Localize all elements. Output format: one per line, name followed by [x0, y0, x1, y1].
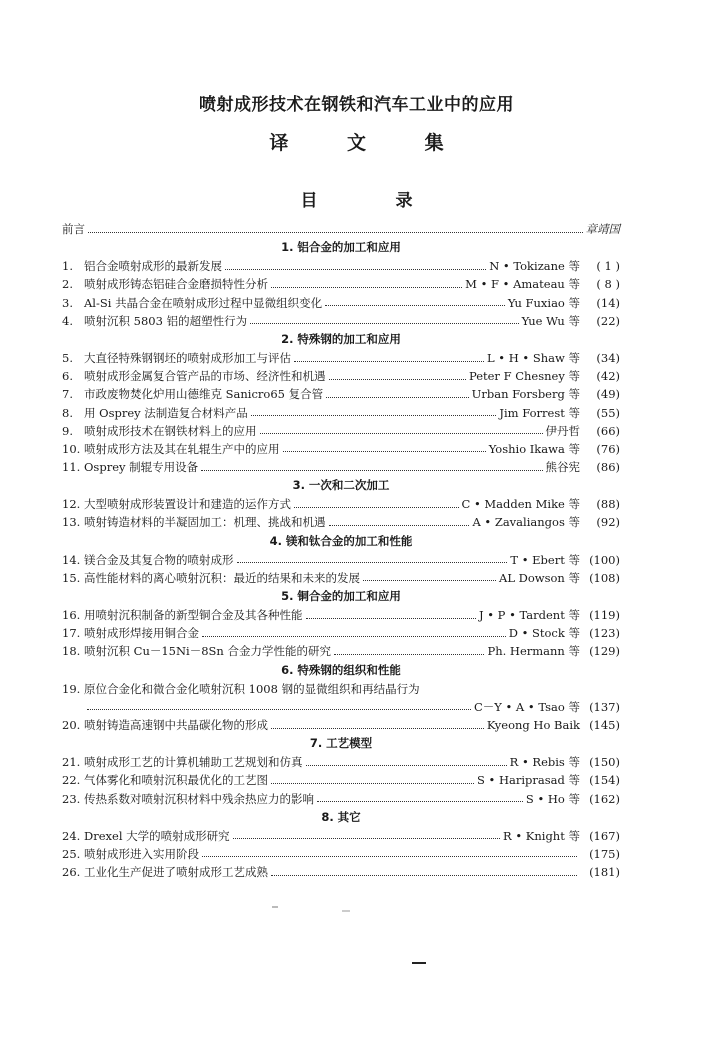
- entry-page: (100): [589, 552, 620, 567]
- preface-label: 前言: [62, 222, 85, 236]
- entry-number: 24.: [62, 828, 81, 843]
- dot-leader: [225, 269, 486, 270]
- entry-author: D • Stock 等: [508, 626, 580, 641]
- toc-entry-row: [62, 680, 620, 698]
- entry-author: J • P • Tardent 等: [478, 608, 580, 622]
- entry-page: (88): [596, 497, 620, 512]
- entry-page: (49): [596, 387, 620, 402]
- toc-entry-row: [62, 312, 620, 330]
- entry-page: (42): [596, 369, 620, 384]
- toc-heading: 目 录: [300, 191, 449, 211]
- toc-entry-row: [62, 404, 620, 422]
- section-heading: 5. 铜合金的加工和应用: [281, 589, 401, 603]
- scan-speck: [272, 906, 278, 908]
- entry-number: 2.: [62, 277, 73, 292]
- entry-author: Yu Fuxiao 等: [507, 295, 580, 310]
- entry-number: 13.: [62, 515, 81, 530]
- entry-title: 工业化生产促进了喷射成形工艺成熟: [84, 865, 268, 880]
- entry-page: (86): [596, 460, 620, 475]
- entry-title: 气体雾化和喷射沉积最优化的工艺图: [84, 773, 268, 788]
- entry-page: ( 8 ): [596, 277, 620, 292]
- entry-author: C • Madden Mike 等: [461, 497, 580, 512]
- entry-page: (92): [596, 515, 620, 530]
- entry-author: Kyeong Ho Baik: [486, 717, 580, 732]
- dot-leader: [237, 562, 508, 563]
- entry-page: (154): [589, 773, 620, 788]
- entry-number: 19.: [62, 681, 81, 696]
- dot-leader: [329, 379, 466, 380]
- entry-page: (137): [589, 699, 620, 714]
- entry-title: 原位合金化和微合金化喷射沉积 1008 钢的显微组织和再结晶行为: [84, 681, 420, 696]
- entry-author: S • Ho 等: [525, 791, 580, 806]
- entry-page: ( 1 ): [596, 259, 620, 274]
- dot-leader: [294, 361, 484, 362]
- dot-leader: [271, 875, 577, 876]
- entry-title: 铝合金喷射成形的最新发展: [84, 259, 222, 274]
- dot-leader: [317, 801, 523, 802]
- dot-leader: [363, 580, 496, 581]
- preface-author: 章靖国: [585, 222, 620, 236]
- dot-leader: [306, 618, 476, 619]
- entry-page: (55): [596, 405, 620, 420]
- entry-page: (119): [589, 608, 620, 622]
- entry-author: Jim Forrest 等: [499, 405, 580, 420]
- entry-number: 1.: [62, 259, 73, 274]
- section-heading: 3. 一次和二次加工: [292, 478, 390, 493]
- entry-page: (76): [596, 441, 620, 456]
- entry-title: 喷射成形焊接用铜合金: [84, 626, 199, 641]
- page-subtitle: 译 文 集: [269, 132, 470, 154]
- dot-leader: [271, 287, 462, 288]
- entry-number: 10.: [62, 441, 81, 456]
- page-footer-mark: [412, 962, 426, 964]
- entry-page: (175): [589, 846, 620, 861]
- dot-leader: [334, 654, 484, 655]
- toc-entry-row: [62, 827, 620, 845]
- entry-number: 20.: [62, 717, 81, 732]
- entry-number: 6.: [62, 369, 73, 384]
- dot-leader: [251, 415, 497, 416]
- dot-leader: [202, 636, 506, 637]
- entry-number: 4.: [62, 313, 73, 328]
- section-heading: 8. 其它: [321, 809, 361, 824]
- dot-leader: [325, 305, 505, 306]
- dot-leader: [283, 451, 486, 452]
- dot-leader: [202, 856, 577, 857]
- section-heading: 4. 镁和钛合金的加工和性能: [269, 533, 413, 548]
- entry-page: (162): [589, 791, 620, 806]
- toc-preface-row: [62, 220, 620, 238]
- entry-title: 喷射成形工艺的计算机辅助工艺规划和仿真: [84, 755, 303, 770]
- dot-leader: [271, 783, 474, 784]
- section-heading: 6. 特殊钢的组织和性能: [281, 662, 401, 677]
- entry-title: 喷射铸造高速钢中共晶碳化物的形成: [84, 717, 268, 732]
- entry-title: 大型喷射成形装置设计和建造的运作方式: [84, 497, 291, 512]
- dot-leader: [329, 525, 470, 526]
- entry-author: AL Dowson 等: [499, 570, 580, 585]
- toc-entry-row: [62, 863, 620, 881]
- section-heading: 1. 铝合金的加工和应用: [281, 240, 401, 255]
- toc-entry-row: [62, 440, 620, 458]
- entry-title: 大直径特殊钢钢坯的喷射成形加工与评估: [84, 350, 291, 365]
- entry-author: 伊丹哲: [545, 423, 580, 438]
- entry-page: (167): [589, 828, 620, 843]
- entry-page: (150): [589, 755, 620, 770]
- entry-number: 12.: [62, 497, 81, 512]
- entry-number: 16.: [62, 608, 81, 622]
- toc-entry-continuation: [62, 698, 620, 716]
- entry-author: 熊谷宪: [545, 460, 580, 475]
- toc-entry-row: [62, 294, 620, 312]
- section-heading: 2. 特殊钢的加工和应用: [281, 331, 401, 346]
- entry-number: 25.: [62, 846, 81, 861]
- entry-title: 喷射铸造材料的半凝固加工：机理、挑战和机遇: [84, 515, 326, 530]
- entry-author: C－Y • A • Tsao 等: [473, 699, 580, 714]
- entry-author: Urban Forsberg 等: [471, 387, 580, 402]
- entry-page: (108): [589, 570, 620, 585]
- entry-title: 用 Osprey 法制造复合材料产品: [84, 405, 248, 420]
- toc-entry-row: [62, 606, 620, 624]
- entry-author: N • Tokizane 等: [489, 259, 580, 274]
- entry-page: (14): [596, 295, 620, 310]
- entry-author: R • Rebis 等: [509, 755, 580, 770]
- entry-page: (66): [596, 423, 620, 438]
- entry-page: (34): [596, 350, 620, 365]
- entry-title: 喷射沉积 Cu－15Ni－8Sn 合金力学性能的研究: [84, 644, 331, 659]
- entry-page: (129): [589, 644, 620, 659]
- dot-leader: [88, 232, 583, 233]
- entry-title: 喷射成形金属复合管产品的市场、经济性和机遇: [84, 369, 326, 384]
- table-of-contents: [62, 220, 620, 881]
- toc-entry-row: [62, 551, 620, 569]
- toc-entry-row: [62, 642, 620, 660]
- entry-author: Yoshio Ikawa 等: [488, 441, 580, 456]
- toc-entry-row: [62, 495, 620, 513]
- dot-leader: [294, 507, 459, 508]
- entry-title: 喷射成形技术在钢铁材料上的应用: [84, 423, 257, 438]
- entry-title: 喷射成形铸态铝硅合金磨损特性分析: [84, 277, 268, 292]
- dot-leader: [233, 838, 500, 839]
- entry-title: 用喷射沉积制备的新型铜合金及其各种性能: [84, 608, 303, 622]
- toc-entry-row: [62, 569, 620, 587]
- entry-author: L • H • Shaw 等: [487, 350, 580, 365]
- toc-entry-row: [62, 716, 620, 734]
- dot-leader: [306, 765, 507, 766]
- entry-number: 7.: [62, 387, 73, 402]
- entry-author: Ph. Hermann 等: [487, 644, 580, 659]
- entry-number: 14.: [62, 552, 81, 567]
- toc-entry-row: [62, 845, 620, 863]
- entry-author: R • Knight 等: [503, 828, 580, 843]
- entry-title: 喷射成形方法及其在轧辊生产中的应用: [84, 441, 280, 456]
- dot-leader: [260, 433, 543, 434]
- entry-number: 9.: [62, 423, 73, 438]
- entry-author: Peter F Chesney 等: [468, 369, 580, 384]
- toc-entry-row: [62, 753, 620, 771]
- toc-entry-row: [62, 422, 620, 440]
- entry-number: 15.: [62, 570, 81, 585]
- entry-title: 高性能材料的离心喷射沉积：最近的结果和未来的发展: [84, 570, 360, 585]
- entry-number: 26.: [62, 865, 81, 880]
- toc-entry-row: [62, 771, 620, 789]
- dot-leader: [201, 470, 542, 471]
- entry-number: 22.: [62, 773, 81, 788]
- toc-entry-row: [62, 275, 620, 293]
- toc-entry-row: [62, 513, 620, 531]
- entry-title: 市政废物焚化炉用山德维克 Sanicro65 复合管: [84, 387, 324, 402]
- entry-author: A • Zavaliangos 等: [472, 515, 580, 530]
- entry-number: 17.: [62, 626, 81, 641]
- entry-page: (22): [596, 313, 620, 328]
- entry-title: 镁合金及其复合物的喷射成形: [84, 552, 234, 567]
- entry-page: (145): [589, 717, 620, 732]
- entry-number: 18.: [62, 644, 81, 659]
- toc-entry-row: [62, 458, 620, 476]
- dot-leader: [250, 323, 519, 324]
- dot-leader: [326, 397, 469, 398]
- section-heading: 7. 工艺模型: [309, 736, 373, 751]
- entry-title: 喷射沉积 5803 铝的超塑性行为: [84, 313, 248, 328]
- entry-number: 11.: [62, 460, 81, 475]
- page-title: 喷射成形技术在钢铁和汽车工业中的应用: [199, 95, 514, 115]
- entry-author: Yue Wu 等: [521, 313, 580, 328]
- entry-title: 传热系数对喷射沉积材料中残余热应力的影响: [84, 791, 314, 806]
- toc-entry-row: [62, 790, 620, 808]
- entry-number: 23.: [62, 791, 81, 806]
- entry-author: T • Ebert 等: [510, 552, 580, 567]
- dot-leader: [87, 709, 471, 710]
- entry-page: (123): [589, 626, 620, 641]
- entry-number: 5.: [62, 350, 73, 365]
- entry-author: M • F • Amateau 等: [465, 277, 580, 292]
- entry-page: (181): [589, 865, 620, 880]
- dot-leader: [271, 728, 484, 729]
- toc-entry-row: [62, 624, 620, 642]
- entry-title: Osprey 制辊专用设备: [84, 460, 199, 475]
- entry-author: S • Hariprasad 等: [476, 773, 580, 788]
- toc-entry-row: [62, 367, 620, 385]
- toc-entry-row: [62, 349, 620, 367]
- entry-title: 喷射成形进入实用阶段: [84, 846, 199, 861]
- toc-entry-row: [62, 257, 620, 275]
- toc-entry-row: [62, 385, 620, 403]
- entry-title: Al-Si 共晶合金在喷射成形过程中显微组织变化: [84, 295, 323, 310]
- entry-number: 3.: [62, 295, 73, 310]
- scan-speck: [342, 910, 350, 912]
- entry-title: Drexel 大学的喷射成形研究: [84, 828, 230, 843]
- entry-number: 8.: [62, 405, 73, 420]
- entry-number: 21.: [62, 755, 81, 770]
